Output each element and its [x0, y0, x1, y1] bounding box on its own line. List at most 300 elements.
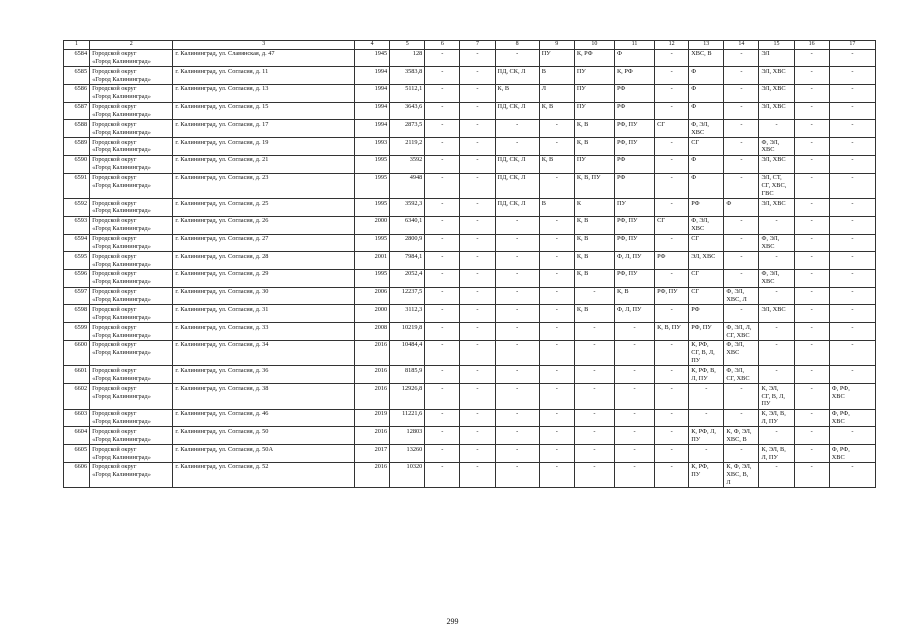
work-type-cell: -: [460, 120, 495, 138]
table-row: [64, 287, 876, 305]
area-cell: 4948: [390, 173, 425, 199]
work-type-cell: -: [425, 173, 460, 199]
column-number-header: 1: [64, 41, 90, 50]
table-row: [64, 252, 876, 270]
work-type-cell: РФ: [689, 305, 724, 323]
work-type-cell: -: [829, 49, 875, 67]
work-type-cell: -: [495, 49, 539, 67]
area-cell: 3583,8: [390, 67, 425, 85]
column-number-header: 7: [460, 41, 495, 50]
municipality-cell: Городской округ «Город Калининград»: [90, 138, 173, 156]
work-type-cell: -: [655, 427, 689, 445]
work-type-cell: К, В, ПУ: [574, 173, 614, 199]
work-type-cell: -: [655, 366, 689, 384]
work-type-cell: -: [614, 384, 654, 410]
work-type-cell: -: [425, 138, 460, 156]
municipality-cell: Городской округ «Город Калининград»: [90, 49, 173, 67]
work-type-cell: -: [425, 216, 460, 234]
work-type-cell: -: [724, 234, 759, 252]
column-number-header: 15: [759, 41, 794, 50]
work-type-cell: К, В: [574, 269, 614, 287]
work-type-cell: ЭЛ, ХВС: [759, 199, 794, 217]
work-type-cell: РФ: [655, 252, 689, 270]
work-type-cell: -: [724, 67, 759, 85]
work-type-cell: ЭЛ: [759, 49, 794, 67]
work-type-cell: -: [794, 462, 829, 488]
address-cell: г. Калининград, ул. Согласия, д. 25: [173, 199, 355, 217]
work-type-cell: ЭЛ, СТ, СГ, ХВС, ГВС: [759, 173, 794, 199]
work-type-cell: -: [425, 462, 460, 488]
work-type-cell: К, ЭЛ, СГ, В, Л, ПУ: [759, 384, 794, 410]
work-type-cell: РФ, ПУ: [655, 287, 689, 305]
work-type-cell: Ф: [614, 49, 654, 67]
work-type-cell: -: [759, 366, 794, 384]
work-type-cell: -: [655, 173, 689, 199]
table-row: [64, 199, 876, 217]
work-type-cell: ПД, СК, Л: [495, 67, 539, 85]
municipality-cell: Городской округ «Город Калининград»: [90, 462, 173, 488]
address-cell: г. Калининград, ул. Согласия, д. 17: [173, 120, 355, 138]
column-number-header: 12: [655, 41, 689, 50]
work-type-cell: -: [829, 427, 875, 445]
municipality-cell: Городской округ «Город Калининград»: [90, 340, 173, 366]
work-type-cell: РФ, ПУ: [614, 120, 654, 138]
work-type-cell: К, В: [539, 102, 574, 120]
work-type-cell: -: [539, 216, 574, 234]
address-cell: г. Калининград, ул. Согласия, д. 15: [173, 102, 355, 120]
build-year-cell: 1994: [355, 67, 390, 85]
municipality-cell: Городской округ «Город Калининград»: [90, 445, 173, 463]
work-type-cell: ЭЛ, ХВС: [759, 305, 794, 323]
work-type-cell: -: [759, 252, 794, 270]
work-type-cell: Ф, ЭЛ, СГ, ХВС: [724, 366, 759, 384]
area-cell: 11221,6: [390, 409, 425, 427]
work-type-cell: -: [655, 462, 689, 488]
work-type-cell: -: [794, 323, 829, 341]
work-type-cell: ХВС, В: [689, 49, 724, 67]
work-type-cell: -: [794, 269, 829, 287]
municipality-cell: Городской округ «Город Калининград»: [90, 67, 173, 85]
work-type-cell: Ф, ЭЛ, ХВС: [759, 234, 794, 252]
work-type-cell: СГ: [655, 120, 689, 138]
work-type-cell: К, РФ, В, Л, ПУ: [689, 366, 724, 384]
address-cell: г. Калининград, ул. Согласия, д. 26: [173, 216, 355, 234]
build-year-cell: 1994: [355, 102, 390, 120]
work-type-cell: В: [539, 67, 574, 85]
column-number-header: 4: [355, 41, 390, 50]
work-type-cell: -: [724, 120, 759, 138]
column-number-header: 5: [390, 41, 425, 50]
work-type-cell: -: [460, 155, 495, 173]
municipality-cell: Городской округ «Город Калининград»: [90, 366, 173, 384]
work-type-cell: -: [759, 287, 794, 305]
record-number-cell: 6600: [64, 340, 90, 366]
work-type-cell: -: [539, 323, 574, 341]
work-type-cell: -: [495, 366, 539, 384]
work-type-cell: -: [614, 427, 654, 445]
area-cell: 2052,4: [390, 269, 425, 287]
build-year-cell: 1995: [355, 173, 390, 199]
record-number-cell: 6589: [64, 138, 90, 156]
build-year-cell: 1995: [355, 234, 390, 252]
work-type-cell: -: [574, 427, 614, 445]
work-type-cell: -: [574, 384, 614, 410]
work-type-cell: Ф, РФ, ХВС: [829, 409, 875, 427]
work-type-cell: -: [460, 384, 495, 410]
work-type-cell: -: [829, 67, 875, 85]
work-type-cell: -: [425, 252, 460, 270]
work-type-cell: К, РФ: [614, 67, 654, 85]
area-cell: 8185,9: [390, 366, 425, 384]
address-cell: г. Калининград, ул. Согласия, д. 50А: [173, 445, 355, 463]
work-type-cell: -: [614, 409, 654, 427]
work-type-cell: -: [539, 384, 574, 410]
address-cell: г. Калининград, ул. Согласия, д. 52: [173, 462, 355, 488]
record-number-cell: 6606: [64, 462, 90, 488]
work-type-cell: ПУ: [574, 67, 614, 85]
table-row: [64, 384, 876, 410]
build-year-cell: 2016: [355, 384, 390, 410]
work-type-cell: -: [495, 427, 539, 445]
work-type-cell: -: [425, 305, 460, 323]
address-cell: г. Калининград, ул. Согласия, д. 30: [173, 287, 355, 305]
work-type-cell: -: [495, 305, 539, 323]
work-type-cell: К, РФ: [574, 49, 614, 67]
work-type-cell: ЭЛ, ХВС: [759, 67, 794, 85]
address-cell: г. Калининград, ул. Согласия, д. 38: [173, 384, 355, 410]
table-row: [64, 155, 876, 173]
work-type-cell: -: [655, 409, 689, 427]
area-cell: 10320: [390, 462, 425, 488]
municipality-cell: Городской округ «Город Калининград»: [90, 384, 173, 410]
work-type-cell: -: [655, 340, 689, 366]
area-cell: 3592: [390, 155, 425, 173]
work-type-cell: -: [759, 323, 794, 341]
work-type-cell: -: [829, 252, 875, 270]
work-type-cell: Ф, ЭЛ, ХВС: [689, 120, 724, 138]
municipality-cell: Городской округ «Город Калининград»: [90, 234, 173, 252]
build-year-cell: 2016: [355, 462, 390, 488]
municipality-cell: Городской округ «Город Калининград»: [90, 427, 173, 445]
table-row: [64, 138, 876, 156]
build-year-cell: 1995: [355, 269, 390, 287]
work-type-cell: -: [759, 427, 794, 445]
work-type-cell: К, В: [574, 252, 614, 270]
column-number-header: 14: [724, 41, 759, 50]
column-number-header: 10: [574, 41, 614, 50]
work-type-cell: -: [794, 384, 829, 410]
work-type-cell: -: [614, 340, 654, 366]
work-type-cell: -: [495, 287, 539, 305]
work-type-cell: -: [460, 445, 495, 463]
work-type-cell: -: [425, 445, 460, 463]
work-type-cell: -: [574, 323, 614, 341]
municipality-cell: Городской округ «Город Калининград»: [90, 269, 173, 287]
work-type-cell: -: [460, 366, 495, 384]
table-row: [64, 340, 876, 366]
work-type-cell: -: [460, 199, 495, 217]
work-type-cell: К, В: [574, 138, 614, 156]
work-type-cell: -: [614, 462, 654, 488]
work-type-cell: -: [794, 409, 829, 427]
work-type-cell: -: [724, 173, 759, 199]
table-row: [64, 67, 876, 85]
work-type-cell: -: [539, 340, 574, 366]
work-type-cell: -: [425, 234, 460, 252]
work-type-cell: -: [655, 384, 689, 410]
work-type-cell: -: [495, 323, 539, 341]
work-type-cell: -: [794, 445, 829, 463]
work-type-cell: СГ: [655, 216, 689, 234]
work-type-cell: -: [759, 340, 794, 366]
work-type-cell: Ф: [689, 155, 724, 173]
work-type-cell: К, В: [574, 234, 614, 252]
record-number-cell: 6603: [64, 409, 90, 427]
work-type-cell: -: [425, 287, 460, 305]
work-type-cell: -: [539, 305, 574, 323]
work-type-cell: ПД, СК, Л: [495, 173, 539, 199]
work-type-cell: -: [460, 462, 495, 488]
work-type-cell: ПУ: [574, 102, 614, 120]
work-type-cell: К, В: [574, 120, 614, 138]
work-type-cell: -: [689, 445, 724, 463]
work-type-cell: -: [724, 49, 759, 67]
work-type-cell: -: [794, 234, 829, 252]
area-cell: 13260: [390, 445, 425, 463]
work-type-cell: -: [794, 67, 829, 85]
work-type-cell: -: [829, 340, 875, 366]
work-type-cell: Ф: [689, 84, 724, 102]
work-type-cell: -: [724, 269, 759, 287]
work-type-cell: -: [794, 305, 829, 323]
work-type-cell: -: [724, 445, 759, 463]
work-type-cell: -: [460, 234, 495, 252]
work-type-cell: -: [759, 462, 794, 488]
work-type-cell: -: [495, 445, 539, 463]
work-type-cell: -: [655, 269, 689, 287]
record-number-cell: 6604: [64, 427, 90, 445]
area-cell: 2800,9: [390, 234, 425, 252]
record-number-cell: 6590: [64, 155, 90, 173]
area-cell: 3643,6: [390, 102, 425, 120]
work-type-cell: -: [539, 462, 574, 488]
work-type-cell: -: [794, 216, 829, 234]
address-cell: г. Калининград, ул. Согласия, д. 46: [173, 409, 355, 427]
work-type-cell: -: [794, 287, 829, 305]
record-number-cell: 6588: [64, 120, 90, 138]
record-number-cell: 6601: [64, 366, 90, 384]
work-type-cell: Ф, Л, ПУ: [614, 305, 654, 323]
work-type-cell: -: [425, 427, 460, 445]
build-year-cell: 2016: [355, 366, 390, 384]
build-year-cell: 2016: [355, 427, 390, 445]
work-type-cell: -: [829, 84, 875, 102]
build-year-cell: 1995: [355, 199, 390, 217]
work-type-cell: СГ: [689, 287, 724, 305]
work-type-cell: -: [425, 323, 460, 341]
column-number-header: 13: [689, 41, 724, 50]
work-type-cell: ПД, СК, Л: [495, 199, 539, 217]
work-type-cell: -: [724, 84, 759, 102]
table-row: [64, 173, 876, 199]
record-number-cell: 6597: [64, 287, 90, 305]
work-type-cell: -: [574, 340, 614, 366]
record-number-cell: 6598: [64, 305, 90, 323]
table-row: [64, 84, 876, 102]
work-type-cell: -: [495, 234, 539, 252]
address-cell: г. Калининград, ул. Согласия, д. 33: [173, 323, 355, 341]
build-year-cell: 2006: [355, 287, 390, 305]
work-type-cell: -: [425, 366, 460, 384]
build-year-cell: 2008: [355, 323, 390, 341]
column-number-header: 17: [829, 41, 875, 50]
work-type-cell: -: [829, 323, 875, 341]
work-type-cell: -: [425, 84, 460, 102]
work-type-cell: -: [460, 305, 495, 323]
work-type-cell: -: [689, 384, 724, 410]
work-type-cell: -: [614, 445, 654, 463]
work-type-cell: -: [460, 323, 495, 341]
work-type-cell: -: [574, 445, 614, 463]
work-type-cell: -: [794, 138, 829, 156]
work-type-cell: -: [614, 323, 654, 341]
column-number-header: 3: [173, 41, 355, 50]
work-type-cell: -: [655, 138, 689, 156]
work-type-cell: -: [655, 155, 689, 173]
work-type-cell: -: [425, 102, 460, 120]
work-type-cell: -: [655, 102, 689, 120]
record-number-cell: 6595: [64, 252, 90, 270]
work-type-cell: СГ: [689, 138, 724, 156]
work-type-cell: РФ: [689, 199, 724, 217]
table-row: [64, 305, 876, 323]
area-cell: 12926,8: [390, 384, 425, 410]
record-number-cell: 6596: [64, 269, 90, 287]
work-type-cell: К, Ф, ЭЛ, ХВС, В: [724, 427, 759, 445]
area-cell: 6340,1: [390, 216, 425, 234]
work-type-cell: -: [724, 102, 759, 120]
work-type-cell: -: [539, 287, 574, 305]
work-type-cell: -: [829, 269, 875, 287]
work-type-cell: -: [794, 84, 829, 102]
work-type-cell: СГ: [689, 269, 724, 287]
address-cell: г. Калининград, ул. Согласия, д. 36: [173, 366, 355, 384]
work-type-cell: -: [829, 305, 875, 323]
work-type-cell: -: [655, 84, 689, 102]
work-type-cell: -: [495, 340, 539, 366]
work-type-cell: -: [829, 287, 875, 305]
municipality-cell: Городской округ «Город Калининград»: [90, 323, 173, 341]
column-number-header: 16: [794, 41, 829, 50]
work-type-cell: -: [574, 366, 614, 384]
work-type-cell: -: [539, 234, 574, 252]
work-type-cell: -: [724, 138, 759, 156]
build-year-cell: 2016: [355, 340, 390, 366]
address-cell: г. Калининград, ул. Согласия, д. 50: [173, 427, 355, 445]
work-type-cell: -: [829, 155, 875, 173]
build-year-cell: 1995: [355, 155, 390, 173]
table-row: [64, 216, 876, 234]
work-type-cell: -: [425, 199, 460, 217]
work-type-cell: ПД, СК, Л: [495, 102, 539, 120]
work-type-cell: -: [425, 67, 460, 85]
work-type-cell: -: [460, 49, 495, 67]
work-type-cell: К, В: [539, 155, 574, 173]
work-type-cell: -: [539, 173, 574, 199]
work-type-cell: -: [460, 269, 495, 287]
municipality-cell: Городской округ «Город Калининград»: [90, 155, 173, 173]
work-type-cell: -: [574, 409, 614, 427]
build-year-cell: 2000: [355, 216, 390, 234]
work-type-cell: -: [724, 216, 759, 234]
work-type-cell: -: [794, 173, 829, 199]
table-body: [64, 49, 876, 488]
work-type-cell: -: [724, 409, 759, 427]
work-type-cell: -: [539, 269, 574, 287]
municipality-cell: Городской округ «Город Калининград»: [90, 199, 173, 217]
work-type-cell: ПУ: [614, 199, 654, 217]
work-type-cell: Ф, ЭЛ, ХВС: [759, 269, 794, 287]
municipality-cell: Городской округ «Город Калининград»: [90, 305, 173, 323]
address-cell: г. Калининград, ул. Согласия, д. 31: [173, 305, 355, 323]
address-cell: г. Калининград, ул. Согласия, д. 34: [173, 340, 355, 366]
work-type-cell: -: [724, 252, 759, 270]
table-row: [64, 445, 876, 463]
address-cell: г. Калининград, ул. Согласия, д. 21: [173, 155, 355, 173]
work-type-cell: Ф, ЭЛ, Л, СГ, ХВС: [724, 323, 759, 341]
work-type-cell: -: [425, 384, 460, 410]
work-type-cell: -: [655, 49, 689, 67]
work-type-cell: -: [829, 216, 875, 234]
build-year-cell: 2017: [355, 445, 390, 463]
work-type-cell: -: [539, 445, 574, 463]
municipality-cell: Городской округ «Город Калининград»: [90, 102, 173, 120]
table-row: [64, 462, 876, 488]
work-type-cell: -: [460, 427, 495, 445]
work-type-cell: В: [539, 199, 574, 217]
work-type-cell: -: [655, 67, 689, 85]
work-type-cell: К, В: [614, 287, 654, 305]
work-type-cell: К, В, ПУ: [655, 323, 689, 341]
table-row: [64, 234, 876, 252]
work-type-cell: Ф, ЭЛ, ХВС: [724, 340, 759, 366]
area-cell: 7984,1: [390, 252, 425, 270]
record-number-cell: 6592: [64, 199, 90, 217]
municipality-cell: Городской округ «Город Калининград»: [90, 120, 173, 138]
work-type-cell: К, РФ, Л, ПУ: [689, 427, 724, 445]
work-type-cell: -: [829, 462, 875, 488]
work-type-cell: -: [794, 366, 829, 384]
column-number-row: [64, 41, 876, 50]
area-cell: 10484,4: [390, 340, 425, 366]
build-year-cell: 2000: [355, 305, 390, 323]
work-type-cell: -: [425, 340, 460, 366]
work-type-cell: -: [829, 138, 875, 156]
work-type-cell: -: [655, 305, 689, 323]
work-type-cell: К, Ф, ЭЛ, ХВС, В, Л: [724, 462, 759, 488]
work-type-cell: Ф: [689, 173, 724, 199]
work-type-cell: -: [460, 173, 495, 199]
column-number-header: 6: [425, 41, 460, 50]
address-cell: г. Калининград, ул. Согласия, д. 29: [173, 269, 355, 287]
work-type-cell: -: [460, 340, 495, 366]
work-type-cell: -: [724, 155, 759, 173]
municipality-cell: Городской округ «Город Калининград»: [90, 173, 173, 199]
address-cell: г. Калининград, ул. Согласия, д. 27: [173, 234, 355, 252]
record-number-cell: 6584: [64, 49, 90, 67]
work-type-cell: -: [460, 252, 495, 270]
area-cell: 3112,3: [390, 305, 425, 323]
